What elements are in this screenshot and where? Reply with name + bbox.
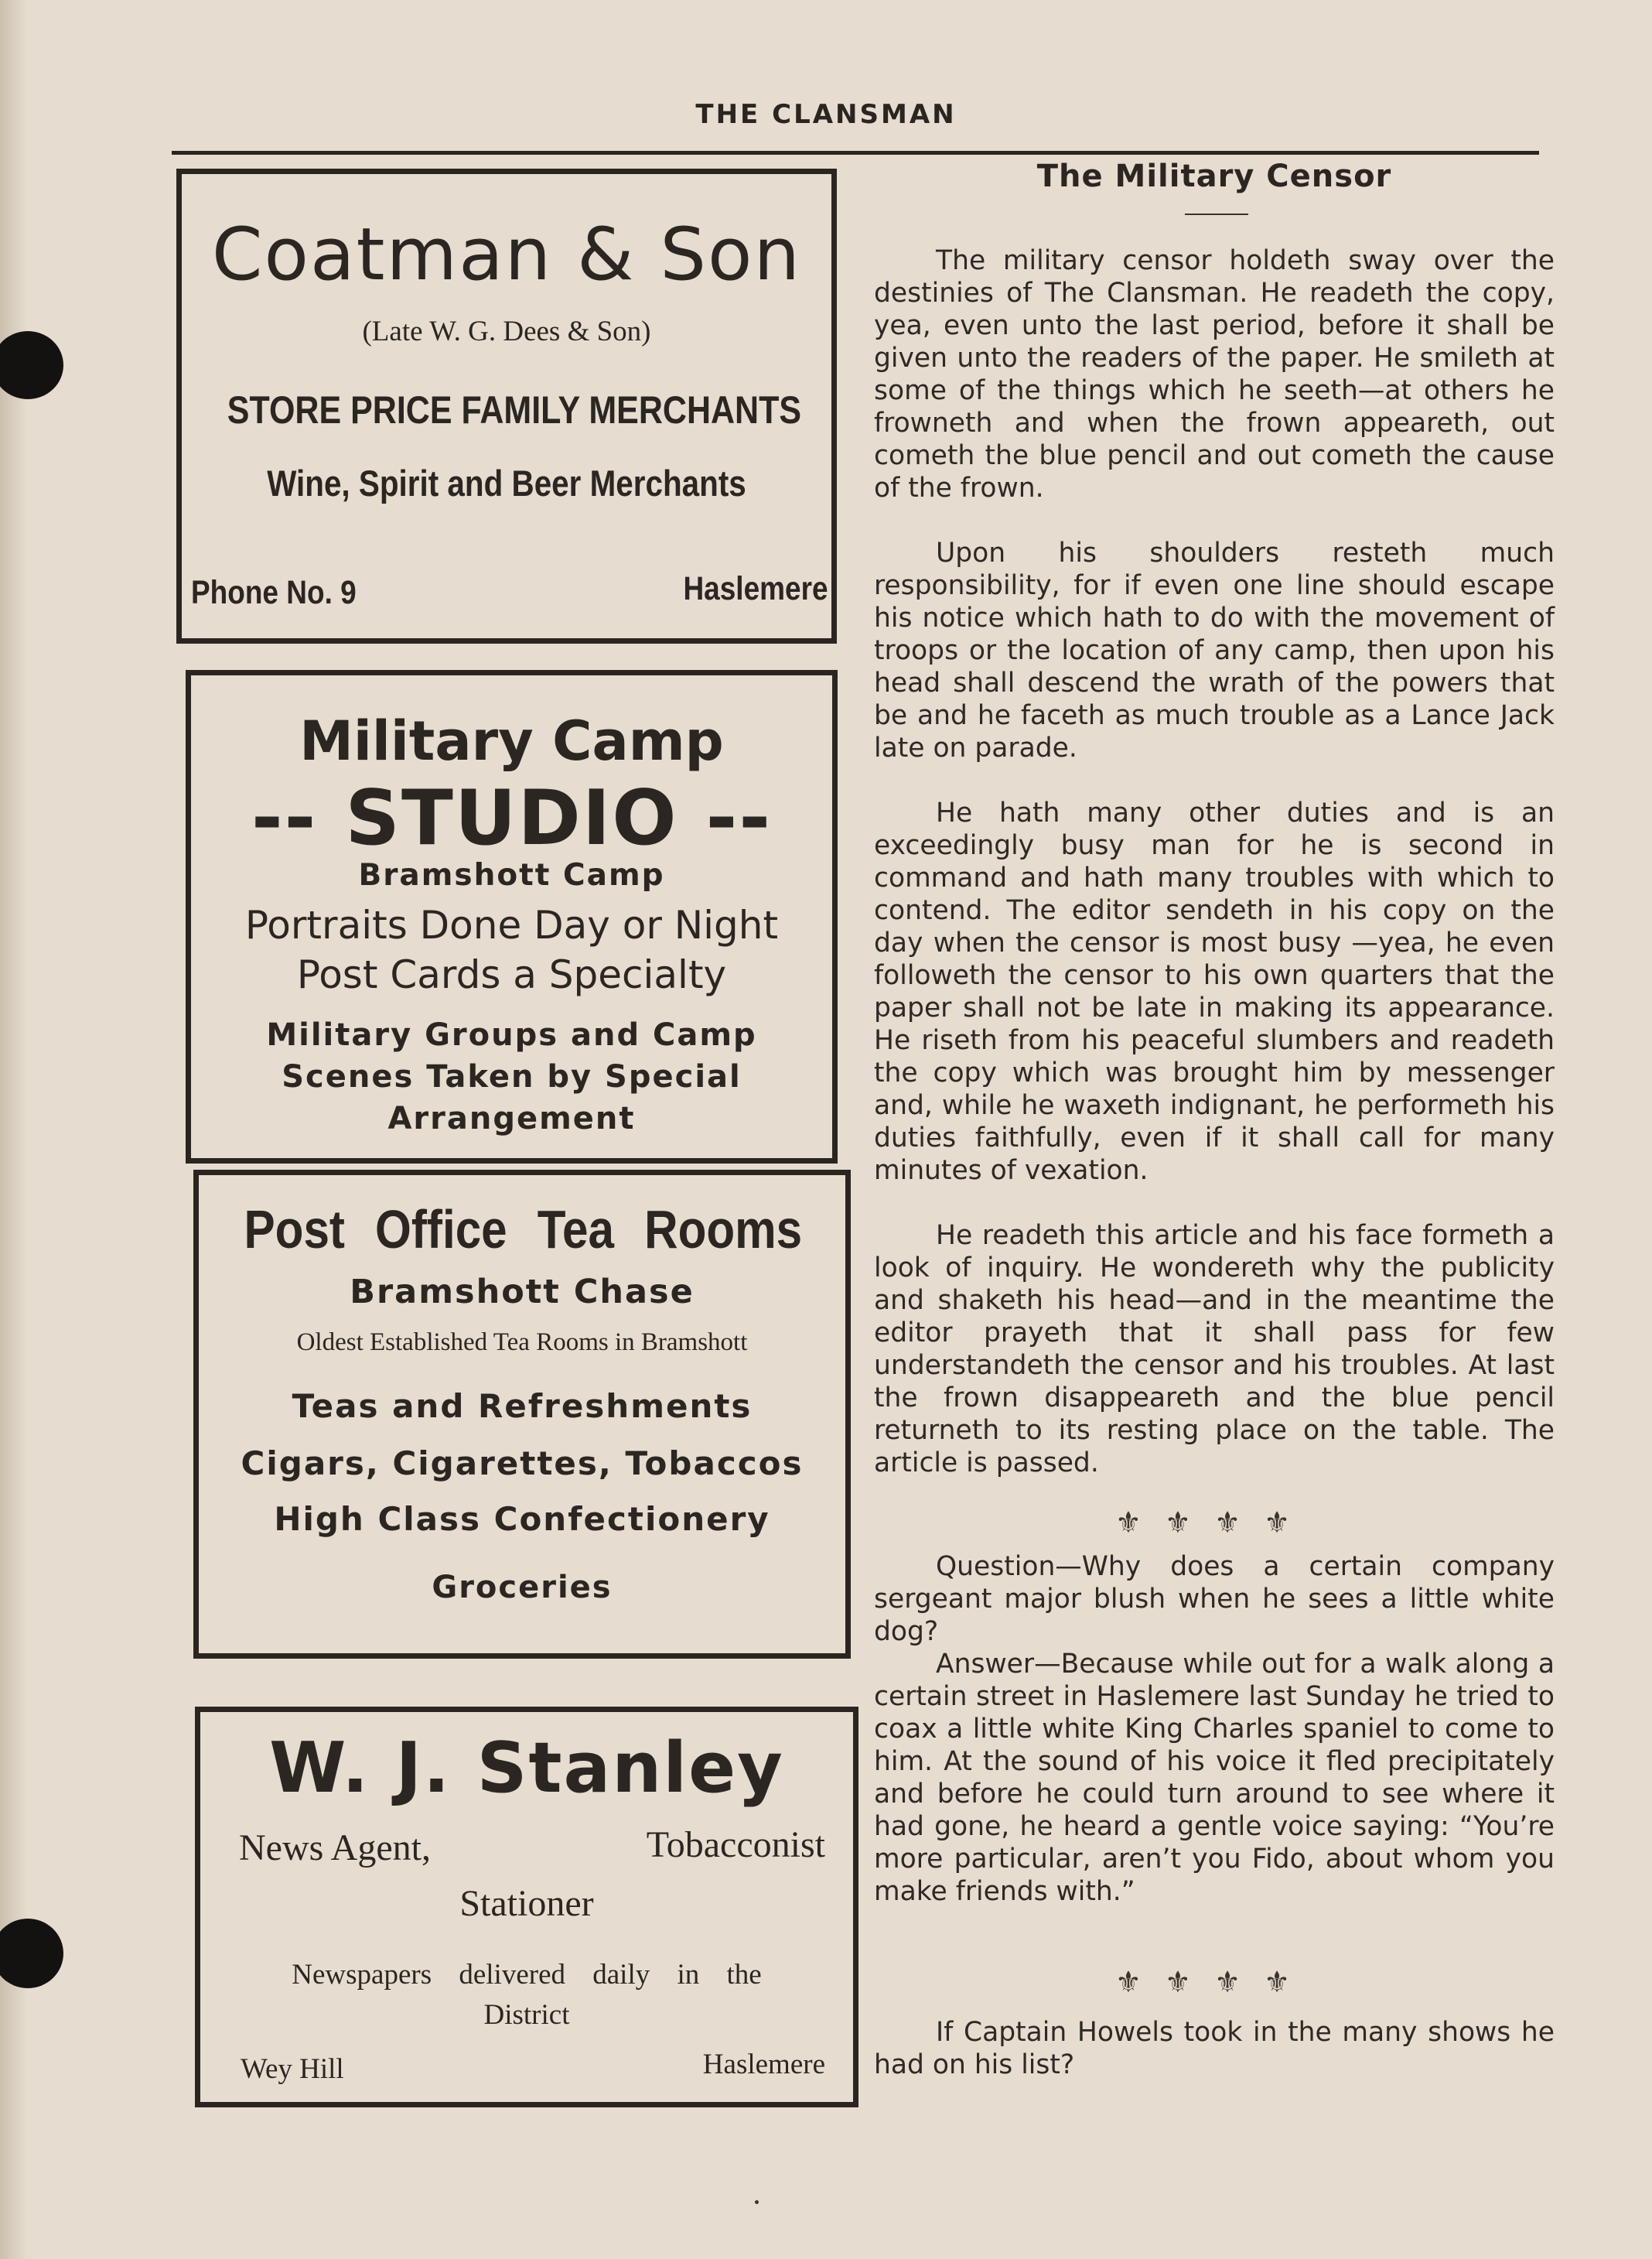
ad-stanley-left: News Agent, xyxy=(239,1827,431,1868)
ad-coatman-subtitle: (Late W. G. Dees & Son) xyxy=(362,316,651,347)
ornament-divider-2: ⚜⚜⚜⚜ xyxy=(1114,1965,1314,1999)
ad-tearooms-title: Post Office Tea Rooms xyxy=(244,1199,803,1259)
ad-coatman-title: Coatman & Son xyxy=(211,213,802,297)
ad-studio-line6: Military Groups and Camp xyxy=(266,1017,757,1053)
ad-stanley-line2: Stationer xyxy=(459,1883,594,1924)
page-speck xyxy=(755,2200,759,2204)
ad-tearooms-line2: Oldest Established Tea Rooms in Bramshott xyxy=(296,1328,748,1356)
ad-wj-stanley xyxy=(195,1707,858,2107)
ad-stanley-footer-right: Haslemere xyxy=(702,2049,825,2080)
ad-studio-line8: Arrangement xyxy=(387,1101,636,1136)
ad-studio-line3: Bramshott Camp xyxy=(358,858,665,893)
ad-tearooms-line1: Bramshott Chase xyxy=(350,1273,695,1311)
ad-studio-line1: Military Camp xyxy=(299,709,724,773)
ad-studio-line4: Portraits Done Day or Night xyxy=(244,903,779,948)
article-paragraph-1: The military censor holdeth sway over the destinies of The Clansman. He readeth the copy, yea, even unto the last period, before it shall be given unto the readers of the paper. He smileth at some of the things which he seeth—at others he frowneth and when the frown appeareth, out cometh the blue pencil and out cometh the cause of the frown. xyxy=(874,245,1555,504)
article-paragraph-7: If Captain Howels took in the many shows he had on his list? xyxy=(874,2017,1555,2080)
ad-coatman-place: Haslemere xyxy=(683,570,828,607)
ad-stanley-title: W. J. Stanley xyxy=(269,1728,784,1809)
ornament-divider-1: ⚜⚜⚜⚜ xyxy=(1114,1505,1314,1540)
ad-studio-line7: Scenes Taken by Special xyxy=(282,1059,742,1095)
article-title: The Military Censor xyxy=(1036,159,1392,194)
masthead: THE CLANSMAN xyxy=(695,99,957,130)
article-paragraph-3: He hath many other duties and is an exceedingly busy man for he is second in command and hath many troubles with which to contend. The editor sendeth in his copy on the day when the censor is most busy —yea, he even followeth the censor to his own quarters that the paper shall not be late in making its appearance. He riseth from his peaceful slumbers and readeth the copy which was brought him by messenger and, while he waxeth indignant, he performeth his duties faithfully, even if it shall call for many minutes of vexation. xyxy=(874,798,1555,1186)
ad-stanley-footer-left: Wey Hill xyxy=(241,2053,344,2085)
article-paragraph-4: He readeth this article and his face formeth a look of inquiry. He wondereth why the publicity and shaketh his head—and in the meantime the editor prayeth that it shall pass for few understandeth the censor and his troubles. At last the frown disappeareth and the blue pencil returneth to its resting place on the table. The article is passed. xyxy=(874,1220,1555,1478)
ad-post-office-tea-rooms xyxy=(193,1170,851,1659)
article-paragraph-5: Question—Why does a certain company sergeant major blush when he sees a little white dog? xyxy=(874,1551,1555,1647)
ad-tearooms-line4: Cigars, Cigarettes, Tobaccos xyxy=(241,1444,804,1482)
ad-studio-line5: Post Cards a Specialty xyxy=(296,952,727,997)
ad-military-camp-studio xyxy=(186,670,838,1164)
article-paragraph-2: Upon his shoulders resteth much responsibility, for if even one line should escape his notice which hath to do with the movement of troops or the location of any camp, then upon his head shall descend the wrath of the powers that be and he faceth as much trouble as a Lance Jack late on parade. xyxy=(874,538,1555,764)
binding-hole-bottom xyxy=(0,1919,63,1988)
ad-stanley-line4: District xyxy=(483,1999,570,2031)
ad-tearooms-line3: Teas and Refreshments xyxy=(292,1387,753,1425)
ad-coatman-line2: Wine, Spirit and Beer Merchants xyxy=(267,463,746,504)
ad-studio-line2: -- STUDIO -- xyxy=(251,774,773,863)
ad-tearooms-line6: Groceries xyxy=(432,1570,613,1605)
title-rule xyxy=(1185,214,1248,215)
ad-tearooms-line5: High Class Confectionery xyxy=(274,1500,770,1538)
ad-stanley-right: Tobacconist xyxy=(646,1824,825,1865)
article-paragraph-6: Answer—Because while out for a walk along a certain street in Haslemere last Sunday he tried to coax a little white King Charles spaniel to come to him. At the sound of his voice it fled precipitately and before he could turn around to see where it had gone, he heard a gentle voice saying: “You’re more particular, aren’t you Fido, about whom you make friends with.” xyxy=(874,1649,1555,1907)
ad-stanley-line3: Newspapers delivered daily in the xyxy=(292,1959,762,1991)
ad-coatman-and-son xyxy=(176,169,837,644)
ad-coatman-phone: Phone No. 9 xyxy=(191,574,357,611)
binding-hole-top xyxy=(0,331,63,399)
ad-coatman-line1: STORE PRICE FAMILY MERCHANTS xyxy=(227,388,802,432)
